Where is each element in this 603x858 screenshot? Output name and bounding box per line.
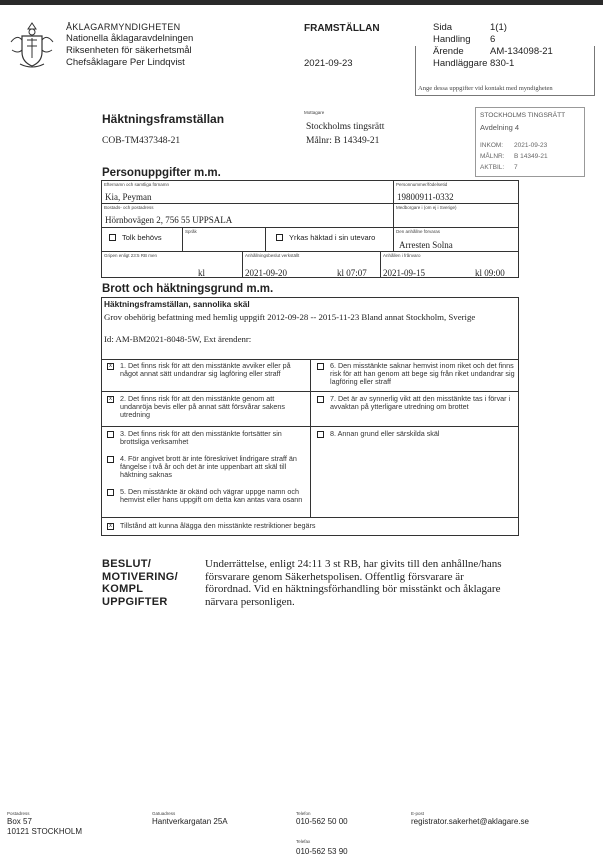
meta-note: Ange dessa uppgifter vid kontakt med myndigheten: [418, 85, 553, 92]
citizenship-cell: [393, 203, 519, 228]
reason-8: [317, 430, 516, 438]
restriction-text: Tillstånd att kunna ålägga den misstänkte restriktioner begärs: [120, 521, 316, 530]
reason-4-text: 4. För angivet brott är inte föreskrivet lindrigare straff än fängelse i två år och det är inte uppenbart att skäl till häktning saknas: [120, 454, 297, 479]
reason-3: [107, 430, 305, 446]
recipient-label: Mottagare: [304, 110, 325, 115]
personal-section-title: Personuppgifter m.m.: [102, 167, 221, 179]
anhallen-cell: [380, 251, 519, 278]
stamp-inkom-value: 2021-09-23: [514, 142, 548, 149]
agency-line2: Riksenheten för säkerhetsmål: [66, 45, 192, 56]
agency-crest-icon: [8, 20, 56, 70]
tolk-checkbox[interactable]: [109, 234, 116, 241]
address-label: Bostads- och postadress: [104, 205, 154, 210]
tolk-label: Tolk behövs: [122, 233, 162, 242]
anh-label: Anhållningsbeslut verkställt: [245, 253, 300, 258]
sprak-cell: [182, 227, 266, 252]
recipient-case: Målnr: B 14349-21: [306, 136, 380, 146]
pnr-value: 19800911-0332: [397, 192, 454, 202]
restriction-checkbox[interactable]: x: [109, 523, 112, 529]
gripen-value: kl: [198, 268, 206, 278]
stamp-dept: Avdelning 4: [480, 123, 520, 132]
crime-heading: Häktningsframställan, sannolika skäl: [104, 299, 250, 309]
reason-5-text: 5. Den misstänkte är okänd och vägrar uppge namn och hemvist eller hans uppgift om detta kan antas vara osann: [120, 487, 303, 504]
footer-phone-value: 010-562 50 00: [296, 817, 348, 826]
yrkas-label: Yrkas häktad i sin utevaro: [289, 233, 376, 242]
agency-name: ÅKLAGARMYNDIGHETEN: [66, 22, 181, 32]
footer-post-label: Postadress: [7, 811, 30, 816]
citizenship-label: Medborgare i (om ej i Sverige): [396, 205, 457, 210]
page-title: Häktningsframställan: [102, 112, 225, 126]
footer-email-value[interactable]: registrator.sakerhet@aklagare.se: [411, 817, 529, 826]
meta-sida-value: 1(1): [490, 22, 507, 33]
anh-cell: [242, 251, 381, 278]
reason-grid-mid: [310, 359, 311, 517]
gripen-label: Gripen enligt 23:5 RB men: [104, 253, 158, 258]
reason-1-checkbox[interactable]: x: [109, 363, 112, 369]
reason-1-text: 1. Det finns risk för att den misstänkte avviker eller på något annat sätt undandrar sig lagföring eller straff: [120, 361, 291, 378]
anhallen-date: 2021-09-15: [383, 268, 425, 278]
meta-handlaggare-value: 830-1: [490, 58, 515, 69]
stamp-malnr-value: B 14349-21: [514, 153, 548, 160]
meta-arende-label: Ärende: [433, 46, 464, 57]
reason-grid-r1: [101, 391, 519, 392]
doc-date: 2021-09-23: [304, 58, 353, 69]
beslut-label: [102, 558, 178, 608]
reason-2-checkbox[interactable]: x: [109, 396, 112, 402]
crime-section-title: Brott och häktningsgrund m.m.: [102, 283, 274, 295]
reason-3-checkbox[interactable]: [107, 431, 114, 438]
reason-4: [107, 455, 305, 479]
footer-visit-value: Hantverkargatan 25A: [152, 817, 228, 826]
beslut-label-line1: BESLUT/: [102, 558, 152, 570]
name-value: Kia, Peyman: [105, 192, 152, 202]
reason-1: [107, 362, 305, 378]
doc-type: FRAMSTÄLLAN: [304, 23, 380, 34]
stamp-inkom-label: INKOM:: [480, 142, 504, 149]
beslut-label-line3: KOMPL: [102, 583, 144, 595]
address-value: Hörnbovägen 2, 756 55 UPPSALA: [105, 215, 233, 225]
reason-5: [107, 488, 305, 504]
yrkas-checkbox[interactable]: [276, 234, 283, 241]
footer-fax-label: Telefax: [296, 839, 311, 844]
agency-line1: Nationella åklagaravdelningen: [66, 33, 194, 44]
recipient-name: Stockholms tingsrätt: [306, 122, 385, 132]
meta-handling-label: Handling: [433, 34, 471, 45]
meta-handlaggare-label: Handläggare: [433, 58, 488, 69]
case-code: COB-TM437348-21: [102, 136, 181, 146]
meta-handling-value: 6: [490, 34, 496, 45]
footer-post-line2: 10121 STOCKHOLM: [7, 827, 82, 836]
gripen-cell: [101, 251, 243, 278]
beslut-label-line2: MOTIVERING/: [102, 570, 179, 583]
sprak-label: Språk: [185, 229, 197, 234]
top-strip: [0, 0, 603, 5]
forvaras-value: Arresten Solna: [399, 240, 453, 250]
court-stamp: [475, 107, 585, 177]
name-label: Efternamn och samtliga förnamn: [104, 182, 170, 187]
reason-8-text: 8. Annan grund eller särskilda skäl: [330, 429, 440, 438]
meta-sida-label: Sida: [433, 22, 453, 33]
reason-3-text: 3. Det finns risk för att den misstänkte fortsätter sin brottsliga verksamhet: [120, 429, 282, 446]
reason-6-checkbox[interactable]: [317, 363, 324, 370]
forvaras-label: Den anhållne förvaras: [396, 229, 441, 234]
footer-phone-label: Telefon: [296, 811, 311, 816]
reason-8-checkbox[interactable]: [317, 431, 324, 438]
anhallen-label: Anhållen i frånvaro: [383, 253, 421, 258]
tolk-cell: [101, 227, 183, 252]
beslut-label-line4: UPPGIFTER: [102, 595, 168, 608]
name-cell: [101, 180, 394, 204]
reason-5-checkbox[interactable]: [107, 489, 114, 496]
pnr-cell: [393, 180, 519, 204]
anh-date: 2021-09-20: [245, 268, 287, 278]
reason-4-checkbox[interactable]: [107, 456, 114, 463]
yrkas-cell: [265, 227, 394, 252]
forvaras-cell: [393, 227, 519, 252]
footer-email-label: E-post: [411, 811, 425, 816]
anh-time: kl 07:07: [337, 268, 367, 278]
stamp-malnr-label: MÅLNR:: [480, 153, 505, 160]
address-cell: [101, 203, 394, 228]
reason-grid-bottom: [101, 517, 519, 518]
footer-fax-value: 010-562 53 90: [296, 847, 348, 856]
agency-line3: Chefsåklagare Per Lindqvist: [66, 57, 185, 68]
reason-7: [317, 395, 516, 411]
restriction-row: [107, 522, 507, 530]
reason-6: [317, 362, 516, 386]
anhallen-time: kl 09:00: [475, 268, 505, 278]
reason-7-text: 7. Det är av synnerlig vikt att den misstänkte tas i förvar i avvaktan på ytterligare utredning om brottet: [330, 394, 511, 411]
stamp-aktbil-label: AKTBIL:: [480, 164, 505, 171]
stamp-aktbil-value: 7: [514, 164, 518, 171]
reason-6-text: 6. Den misstänkte saknar hemvist inom riket och det finns risk för att han genom att bege sig från riket undandrar sig lagföring eller straff: [330, 361, 515, 386]
reason-2: [107, 395, 305, 419]
reason-7-checkbox[interactable]: [317, 396, 324, 403]
pnr-label: Personnummer/födelsetid: [396, 182, 448, 187]
meta-arende-value: AM-134098-21: [490, 46, 553, 57]
crime-id: Id: AM-BM2021-8048-5W, Ext ärendenr:: [104, 334, 252, 344]
reason-grid-r2: [101, 426, 519, 427]
stamp-court: STOCKHOLMS TINGSRÄTT: [480, 112, 566, 119]
crime-text: Grov obehörig befattning med hemlig uppgift 2012-09-28 -- 2015-11-23 Bland annat Stockholm, Sverige: [104, 312, 476, 322]
reason-2-text: 2. Det finns risk för att den misstänkte genom att undanröja bevis eller på annat sätt försvårar sakens utredning: [120, 394, 286, 419]
footer-post-line1: Box 57: [7, 817, 32, 826]
beslut-text: Underrättelse, enligt 24:11 3 st RB, har givits till den anhållne/hans försvarare genom Säkerhetspolisen. Offentlig försvarare är förordnad. Vid en häktningsförhandling bör misstänkt och åklagare närvara personligen.: [205, 558, 502, 608]
footer-visit-label: Gatuadress: [152, 811, 176, 816]
